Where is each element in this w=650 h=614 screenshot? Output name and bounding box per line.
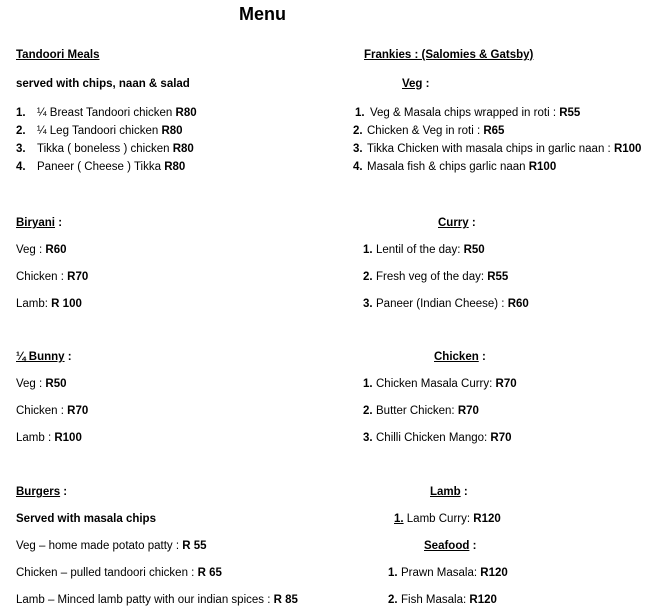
seafood-heading: Seafood : [424, 540, 477, 552]
menu-item: Lamb: R 100 [16, 298, 82, 310]
curry-heading: Curry : [438, 217, 476, 229]
chicken-heading: Chicken : [434, 351, 486, 363]
menu-item: Veg : R60 [16, 244, 67, 256]
tandoori-heading: Tandoori Meals [16, 49, 100, 61]
menu-item: 3. Tikka ( boneless ) chicken R80 [16, 143, 194, 155]
burgers-heading: Burgers : [16, 486, 68, 498]
menu-item: 2. Chicken & Veg in roti : R65 [353, 125, 505, 137]
frankies-veg-heading: Veg : [402, 78, 430, 90]
menu-item: Chicken : R70 [16, 405, 89, 417]
menu-item: 4. Paneer ( Cheese ) Tikka R80 [16, 161, 186, 173]
frankies-heading: Frankies : (Salomies & Gatsby) [364, 49, 534, 61]
menu-item: 2. Butter Chicken: R70 [363, 405, 479, 417]
menu-item: Veg – home made potato patty : R 55 [16, 540, 207, 552]
menu-item: 2. Fish Masala: R120 [388, 594, 497, 606]
menu-item: Lamb – Minced lamb patty with our indian spices : R 85 [16, 594, 298, 606]
menu-item: Chicken : R70 [16, 271, 89, 283]
menu-item: Lamb : R100 [16, 432, 82, 444]
lamb-heading: Lamb : [430, 486, 468, 498]
menu-item: 3. Tikka Chicken with masala chips in garlic naan : R100 [353, 143, 642, 155]
tandoori-subtitle: served with chips, naan & salad [16, 78, 190, 90]
menu-item: 1. Chicken Masala Curry: R70 [363, 378, 517, 390]
menu-item: Chicken – pulled tandoori chicken : R 65 [16, 567, 222, 579]
menu-item: 3. Chilli Chicken Mango: R70 [363, 432, 512, 444]
biryani-heading: Biryani : [16, 217, 63, 229]
menu-item: 1. ¼ Breast Tandoori chicken R80 [16, 107, 197, 119]
menu-item: 2. ¼ Leg Tandoori chicken R80 [16, 125, 183, 137]
menu-item: 2. Fresh veg of the day: R55 [363, 271, 509, 283]
menu-item: 3. Paneer (Indian Cheese) : R60 [363, 298, 529, 310]
menu-item: Veg : R50 [16, 378, 67, 390]
menu-item: 4. Masala fish & chips garlic naan R100 [353, 161, 557, 173]
page-title: Menu [239, 4, 286, 24]
bunny-heading: ¼ Bunny : [16, 351, 72, 363]
burgers-subtitle: Served with masala chips [16, 513, 156, 525]
menu-item: 1. Lamb Curry: R120 [394, 513, 501, 525]
menu-item: 1. Prawn Masala: R120 [388, 567, 508, 579]
menu-item: 1. Veg & Masala chips wrapped in roti : R55 [355, 107, 581, 119]
menu-item: 1. Lentil of the day: R50 [363, 244, 485, 256]
